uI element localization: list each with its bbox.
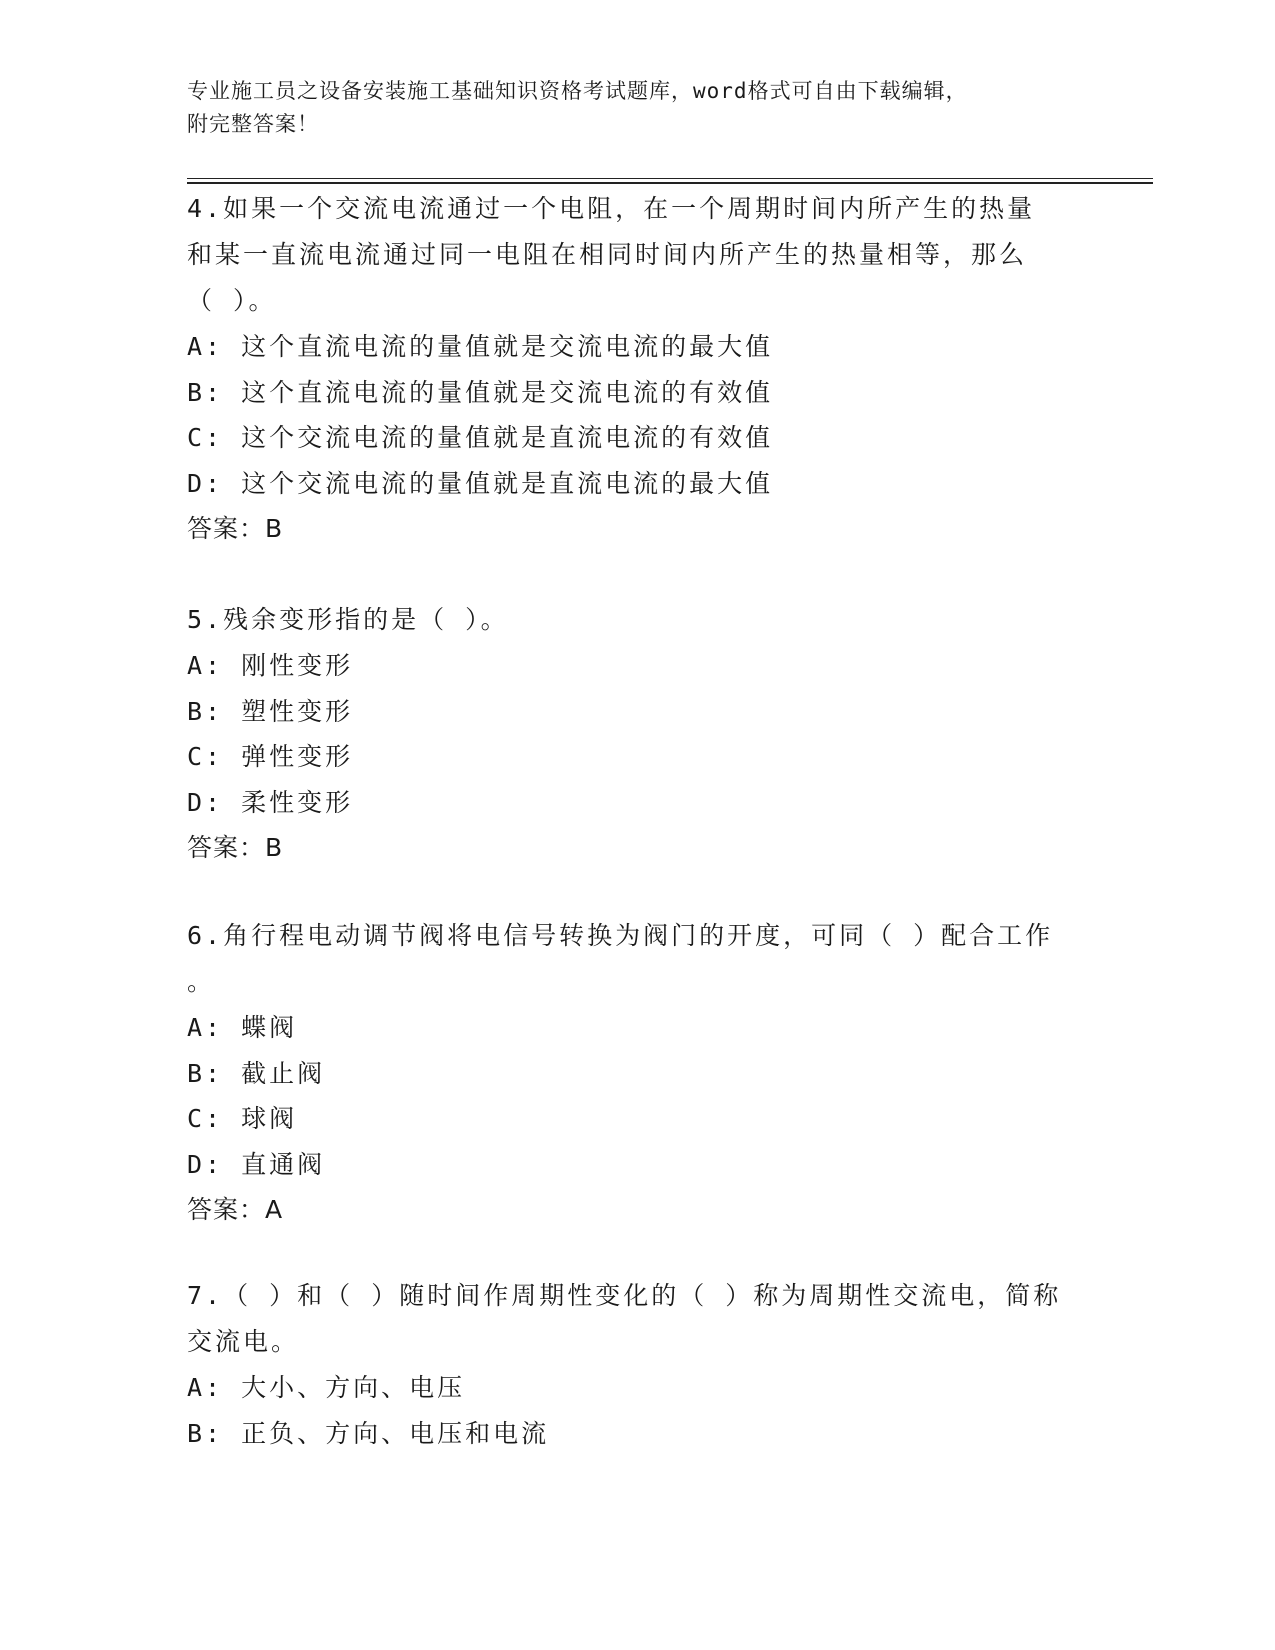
answer-label: 答案：B [187,833,284,862]
header-divider-thin [187,178,1153,179]
option-c: C: 这个交流电流的量值就是直流电流的有效值 [187,423,774,452]
option-b: B: 塑性变形 [187,696,354,726]
option-d: D: 柔性变形 [187,787,354,817]
document-header [187,75,1067,141]
header-line-1: 专业施工员之设备安装施工基础知识资格考试题库，word格式可自由下载编辑， [187,79,968,103]
question-stem-line: 5.残余变形指的是（ ）。 [187,605,509,634]
answer-label: 答案：B [187,514,284,543]
option-c: C: 弹性变形 [187,742,354,771]
answer-label: 答案：A [187,1195,284,1224]
question-stem-line: （ ）。 [187,286,277,315]
question-6 [187,913,1087,1233]
question-stem-line: 交流电。 [187,1327,300,1356]
option-b: B: 这个直流电流的量值就是交流电流的有效值 [187,377,774,407]
question-5 [187,597,1087,871]
question-4 [187,186,1087,552]
question-stem-line: 和某一直流电流通过同一电阻在相同时间内所产生的热量相等，那么 [187,240,1028,269]
header-line-2: 附完整答案！ [187,112,319,136]
option-d: D: 直通阀 [187,1149,326,1179]
option-a: A: 蝶阀 [187,1013,298,1042]
question-stem-line: 。 [187,967,216,996]
option-a: A: 这个直流电流的量值就是交流电流的最大值 [187,332,774,361]
option-d: D: 这个交流电流的量值就是直流电流的最大值 [187,468,774,498]
option-c: C: 球阀 [187,1104,298,1133]
option-b: B: 截止阀 [187,1058,326,1088]
option-b: B: 正负、方向、电压和电流 [187,1418,550,1448]
option-a: A: 大小、方向、电压 [187,1373,466,1402]
question-7 [187,1273,1087,1456]
header-divider-thick [187,182,1153,184]
question-stem-line: 7.（ ）和（ ）随时间作周期性变化的（ ）称为周期性交流电，简称 [187,1281,1062,1310]
question-stem-line: 4.如果一个交流电流通过一个电阻，在一个周期时间内所产生的热量 [187,194,1036,223]
question-stem-line: 6.角行程电动调节阀将电信号转换为阀门的开度，可同（ ）配合工作 [187,921,1054,950]
option-a: A: 刚性变形 [187,651,354,680]
